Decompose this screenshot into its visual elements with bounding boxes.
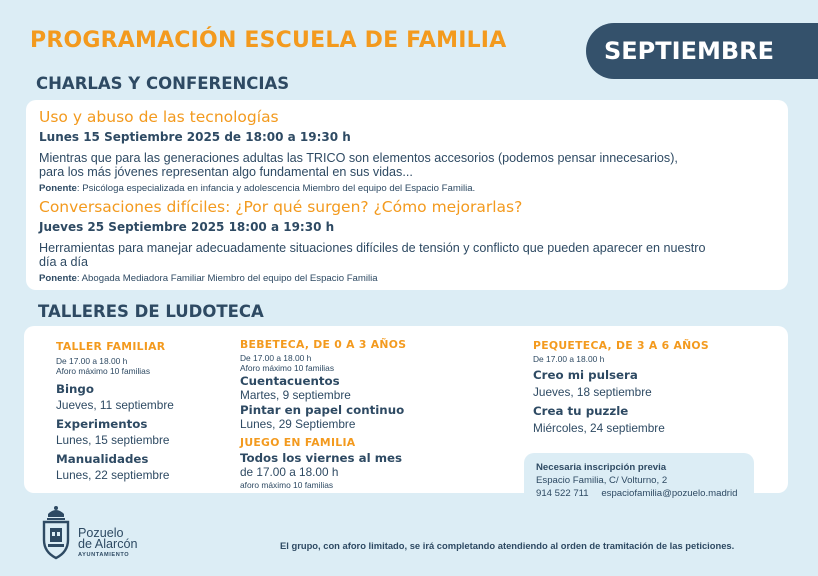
activity-date: Miércoles, 24 septiembre — [533, 421, 665, 435]
activity-item — [240, 403, 440, 431]
activity-name: Creo mi pulsera — [533, 368, 638, 382]
activity-date: Martes, 9 septiembre — [240, 388, 351, 402]
phone-number[interactable]: 914 522 711 — [536, 488, 589, 499]
juego-time: de 17.00 a 18.00 h — [240, 465, 339, 479]
logo-line-1: Pozuelo — [78, 526, 124, 540]
coat-of-arms-icon — [36, 504, 76, 564]
capacity-text: aforo máximo 10 familias — [240, 480, 334, 490]
talks-heading: CHARLAS Y CONFERENCIAS — [36, 74, 290, 93]
registration-contact — [536, 487, 754, 500]
talk-item — [39, 108, 788, 194]
bebeteca-title: BEBETECA, DE 0 A 3 AÑOS — [240, 338, 407, 351]
bebeteca-column — [240, 338, 440, 490]
municipality-logo-text — [78, 528, 138, 558]
taller-familiar-title: TALLER FAMILIAR — [56, 340, 166, 353]
activity-name: Crea tu puzzle — [533, 404, 629, 418]
juego-schedule: Todos los viernes al mes — [240, 451, 403, 465]
schedule-text: De 17.00 a 18.00 h — [56, 356, 128, 366]
logo-line-3: AYUNTAMIENTO — [78, 552, 130, 558]
footer-note: El grupo, con aforo limitado, se irá completando atendiendo al orden de tramitación de las peticiones. — [280, 540, 735, 551]
activity-date: Jueves, 18 septiembre — [533, 385, 652, 399]
activity-item — [240, 374, 440, 402]
email-link[interactable]: espaciofamilia@pozuelo.madrid — [601, 488, 738, 499]
talk-description-line: para los más jóvenes representan algo fundamental en sus vidas... — [39, 165, 413, 179]
activity-item — [533, 404, 733, 435]
talk-description-line: Mientras que para las generaciones adultas las TRICO son elementos accesorios (podemos pensar innecesarios), — [39, 151, 678, 165]
activity-item — [56, 382, 226, 412]
schedule-text: De 17.00 a 18.00 h — [240, 353, 312, 363]
capacity-text: Aforo máximo 10 familias — [56, 366, 151, 376]
talk-date: Lunes 15 Septiembre 2025 de 18:00 a 19:30 h — [39, 130, 351, 144]
talk-speaker — [39, 183, 788, 194]
activity-name: Cuentacuentos — [240, 374, 340, 388]
activity-name: Manualidades — [56, 452, 149, 466]
speaker-text: : Abogada Mediadora Familiar Miembro del equipo del Espacio Familia — [76, 273, 378, 284]
month-badge: SEPTIEMBRE — [586, 23, 818, 79]
speaker-text: : Psicóloga especializada en infancia y adolescencia Miembro del equipo del Espacio Familia. — [76, 183, 476, 194]
activity-date: Lunes, 29 Septiembre — [240, 417, 356, 431]
activity-name: Experimentos — [56, 417, 148, 431]
activity-item — [56, 452, 226, 482]
activity-item — [56, 417, 226, 447]
activity-date: Lunes, 22 septiembre — [56, 468, 170, 482]
activity-name: Bingo — [56, 382, 94, 396]
activity-date: Lunes, 15 septiembre — [56, 433, 170, 447]
talk-description — [39, 151, 788, 179]
talk-speaker — [39, 273, 788, 284]
activity-item — [533, 368, 733, 399]
pequeteca-title: PEQUETECA, DE 3 A 6 AÑOS — [533, 339, 709, 352]
capacity-text: Aforo máximo 10 familias — [240, 363, 335, 373]
talk-description — [39, 241, 788, 269]
juego-title: JUEGO EN FAMILIA — [240, 436, 356, 449]
logo-line-2: de Alarcón — [78, 537, 138, 551]
talks-card — [26, 100, 788, 290]
page-title: PROGRAMACIÓN ESCUELA DE FAMILIA — [30, 28, 507, 53]
pequeteca-column — [533, 339, 733, 435]
registration-info — [524, 453, 754, 509]
talk-title: Uso y abuso de las tecnologías — [39, 108, 279, 126]
taller-familiar-column — [56, 340, 226, 482]
talk-description-line: Herramientas para manejar adecuadamente situaciones difíciles de tensión y conflicto que pueden aparecer en nuestro — [39, 241, 706, 255]
speaker-label: Ponente — [39, 273, 77, 284]
talk-description-line: día a día — [39, 255, 89, 269]
speaker-label: Ponente — [39, 183, 77, 194]
talk-item — [39, 198, 788, 284]
talk-title: Conversaciones difíciles: ¿Por qué surgen? ¿Cómo mejorarlas? — [39, 198, 523, 216]
registration-title: Necesaria inscripción previa — [536, 462, 667, 473]
workshops-heading: TALLERES DE LUDOTECA — [38, 302, 264, 321]
schedule-text: De 17.00 a 18.00 h — [533, 354, 605, 364]
talk-date: Jueves 25 Septiembre 2025 18:00 a 19:30 h — [39, 220, 335, 234]
activity-date: Jueves, 11 septiembre — [56, 398, 174, 412]
registration-address: Espacio Familia, C/ Volturno, 2 — [536, 475, 668, 486]
activity-name: Pintar en papel continuo — [240, 403, 405, 417]
